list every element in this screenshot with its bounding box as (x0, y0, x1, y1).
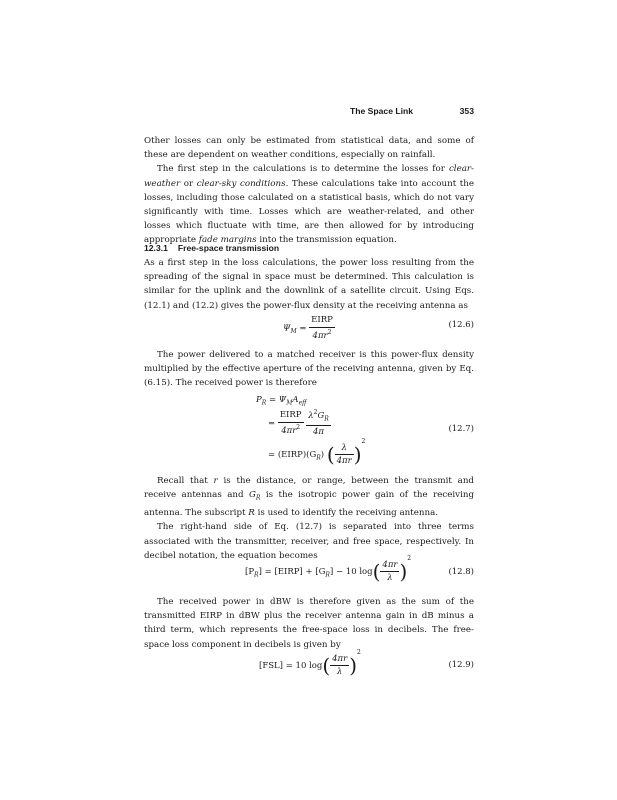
p2-text-c: . These calculations take into account the losses, including those calculated on a statistical basis, which do not vary significantly with time. Losses which are weather-related, and other losses which fluctuate with time, are then allowed for by introducing appropriate (144, 178, 474, 246)
fraction-1 (278, 411, 304, 435)
pr-subscript: R (254, 571, 259, 579)
gain-symbol: G (317, 410, 325, 421)
paragraph-5 (144, 474, 474, 520)
power-subscript: R (261, 399, 267, 407)
p2-text-d: into the transmission equation. (256, 235, 397, 246)
fsl-bracket: [FSL] (259, 661, 283, 671)
equation-12-8: $[P_R]$ = [EIRP] + $[G_R] - 10$ log( $\frac{4\pi r}{\lambda}$ )$^2$ (245, 555, 412, 584)
four-pi-r: 4πr (336, 456, 352, 466)
aperture-subscript: eff (298, 399, 307, 407)
p5-text-b: is the distance, or range, between the transmit and receive antennas and (144, 476, 474, 501)
equation-12-6 (283, 316, 335, 340)
denominator (309, 328, 335, 340)
equation-label-12-6: (12.6) (448, 320, 474, 330)
plus-sign: + (305, 567, 313, 577)
numerator: 4πr (380, 561, 399, 573)
fraction (309, 316, 335, 340)
equation-12-7-line-1 (256, 396, 306, 407)
free-space-intro (144, 256, 474, 313)
aperture-symbol: A (292, 395, 299, 405)
denominator: λ (336, 667, 343, 677)
ten-log: 10 log (345, 567, 373, 577)
paragraph-1: Other losses can only be estimated from statistical data, and some of these are dependent on weather conditions, especially on rainfall. (144, 136, 474, 161)
p2-emphasis-3: fade margins (198, 235, 257, 246)
equals-sign: = (268, 395, 277, 405)
recall-text (144, 474, 474, 563)
exponent: 2 (327, 328, 332, 336)
free-space-loss-text (144, 595, 474, 652)
p2-emphasis-1: clear-weather (144, 164, 474, 189)
fraction (335, 444, 354, 466)
numerator: EIRP (309, 316, 335, 328)
close-paren: ) (353, 442, 362, 467)
section-heading (144, 243, 279, 253)
paragraph-3: As a first step in the loss calculations, the power loss resulting from the spreading of the signal in space must be determined. This calculation is similar for the uplink and the downlink of a satellite circuit. Using Eqs. (12.1) and (12.2) gives the power-flux density at the receiving antenna as (144, 258, 474, 311)
open-paren: ( (372, 559, 381, 584)
denominator (335, 455, 354, 466)
p2-emphasis-2: clear-sky conditions (196, 178, 286, 189)
exponent: 2 (407, 555, 412, 562)
equation-12-7-line-2 (268, 410, 331, 436)
close-paren: ) (399, 559, 408, 584)
paragraph-4: The power delivered to a matched receiver is this power-flux density multiplied by the effective aperture of the receiving antenna, given by Eq. (6.15). The received power is therefore (144, 350, 474, 389)
gain-subscript: R (316, 454, 321, 462)
equation-12-9 (259, 650, 361, 677)
lambda: λ (308, 410, 314, 421)
section-title: Free-space transmission (177, 243, 280, 253)
denominator (278, 423, 304, 435)
equation-label-12-8: (12.8) (448, 567, 474, 577)
equals-sign: = (299, 323, 307, 334)
p5-g: G (248, 490, 256, 501)
numerator: 4πr (330, 655, 349, 667)
four-pi-r: 4πr (281, 425, 297, 436)
paragraph-2 (144, 162, 474, 247)
equals-sign: = (285, 661, 293, 671)
gain-subscript: R (324, 415, 329, 423)
gr-subscript: R (325, 571, 330, 579)
psi-symbol: Ψ (278, 395, 287, 405)
psi-subscript: M (286, 399, 293, 407)
numerator: λ (335, 444, 354, 456)
fraction-2 (306, 410, 331, 436)
fraction (380, 561, 399, 583)
eirp-gain-product: (EIRP)(G (277, 450, 317, 460)
equals-sign: = (264, 567, 272, 577)
pr-bracket: [P (245, 567, 255, 577)
minus-sign: − (335, 567, 344, 577)
psi-subscript: M (290, 328, 297, 336)
gr-bracket: [G (315, 567, 326, 577)
intro-text (144, 134, 474, 248)
power-symbol: P (256, 395, 262, 405)
p2-text-b: or (180, 178, 197, 189)
p5-text-a: Recall that (157, 476, 214, 486)
close-paren: ) (349, 653, 358, 678)
section-number: 12.3.1 (144, 243, 168, 253)
fraction (330, 655, 349, 677)
received-power-intro (144, 348, 474, 391)
page-number: 353 (459, 106, 474, 116)
equation-12-7-line-3: = $(EIRP)(G_R)$ ( $\frac{\lambda}{4\pi r}$ )$^2$ (268, 438, 366, 467)
numerator (306, 410, 331, 426)
paragraph-6: The right-hand side of Eq. (12.7) is separated into three terms associated with the transmitter, receiver, and free space, respectively. In decibel notation, the equation becomes (144, 522, 474, 561)
p2-text-a: The first step in the calculations is to determine the losses for (157, 164, 449, 175)
p5-r: r (213, 476, 218, 486)
p5-text-c: is the isotropic power gain of the receiving antenna. The subscript (144, 490, 474, 519)
numerator: EIRP (278, 411, 304, 423)
exponent: 2 (361, 438, 366, 445)
psi-symbol: Ψ (283, 323, 291, 334)
equals-sign: = (268, 450, 276, 460)
four-pi-r: 4πr (312, 330, 328, 341)
running-header (350, 106, 474, 116)
equation-label-12-7: (12.7) (448, 424, 474, 434)
paragraph-7: The received power in dBW is therefore given as the sum of the transmitted EIRP in dBW plus the receiver antenna gain in dB minus a third term, which represents the free-space loss in decibels. The free-space loss component in decibels is given by (144, 597, 474, 650)
equation-label-12-9: (12.9) (448, 660, 474, 670)
open-paren: ( (322, 653, 331, 678)
eirp-bracket: [EIRP] (274, 567, 303, 577)
exponent: 2 (357, 649, 361, 656)
exponent: 2 (296, 423, 301, 431)
exponent: 2 (313, 409, 318, 416)
denominator: 4π (312, 426, 324, 437)
equals-sign: = (268, 418, 276, 429)
ten-log: 10 log (295, 661, 323, 671)
denominator: λ (387, 573, 393, 583)
open-paren: ( (326, 442, 335, 467)
p5-R: R (248, 508, 255, 519)
p5-g-subscript: R (255, 494, 261, 502)
running-title: The Space Link (350, 106, 414, 116)
p5-text-d: is used to identify the receiving antenna. (254, 508, 439, 519)
